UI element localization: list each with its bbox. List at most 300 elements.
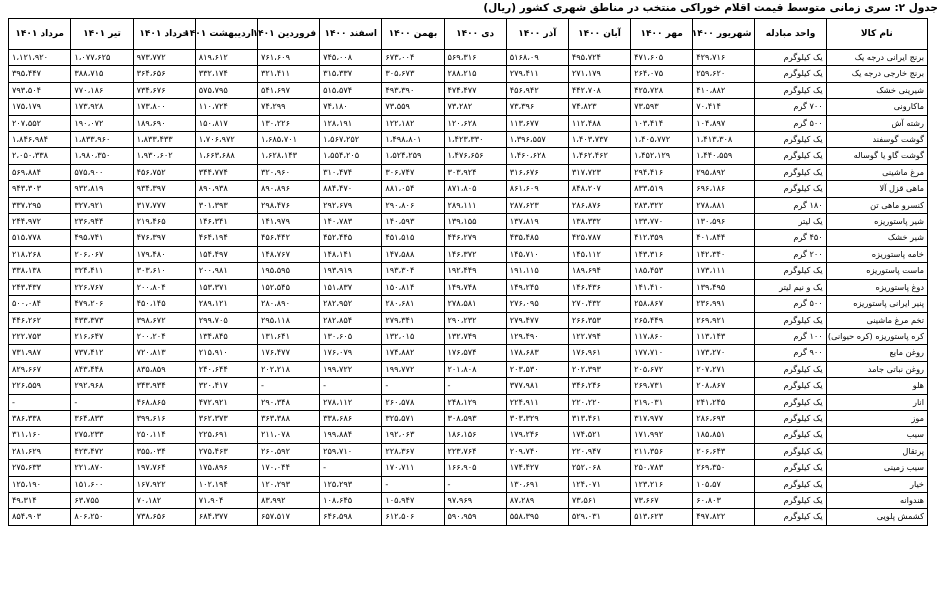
table-row <box>9 132 928 148</box>
price-cell: ۳۲۰،۴۱۷ <box>195 378 257 394</box>
price-cell: ۷۴،۸۲۳ <box>568 99 630 115</box>
item-name-cell: هلو <box>826 378 927 394</box>
unit-cell: یک کیلوگرم <box>755 509 826 525</box>
price-cell: ۵۱۵،۷۷۸ <box>9 230 71 246</box>
price-cell: ۱۴۸،۱۴۱ <box>320 246 382 262</box>
price-cell: ۱۲۰،۲۹۳ <box>257 476 319 492</box>
price-cell: ۲۱۵،۹۱۰ <box>195 345 257 361</box>
price-cell: - <box>9 394 71 410</box>
price-cell: ۲۷۸،۸۸۱ <box>693 197 755 213</box>
price-cell: ۱۰۳،۴۱۴ <box>631 115 693 131</box>
price-cell: ۱۴۶،۳۷۲ <box>444 246 506 262</box>
price-cell: ۳۱۷،۷۲۳ <box>568 164 630 180</box>
price-cell: ۲۰۱،۸۰۸ <box>444 361 506 377</box>
table-row <box>9 50 928 66</box>
price-cell: ۱۷۴،۸۸۲ <box>382 345 444 361</box>
price-cell: - <box>444 476 506 492</box>
price-cell: ۱۲۵،۱۹۰ <box>9 476 71 492</box>
price-cell: ۲۸۲،۸۵۴ <box>320 312 382 328</box>
price-cell: ۱،۴۹۸،۸۰۱ <box>382 132 444 148</box>
price-cell: ۲۶۰،۵۹۲ <box>257 443 319 459</box>
price-cell: ۳۸۸،۷۱۵ <box>71 66 133 82</box>
price-cell: ۴۶۸،۸۶۵ <box>133 394 195 410</box>
price-cell: ۱۹۷،۷۶۴ <box>133 460 195 476</box>
price-cell: ۲۲۲،۷۵۳ <box>9 328 71 344</box>
price-cell: ۱،۸۳۳،۹۶۰ <box>71 132 133 148</box>
price-cell: ۱۷۳،۹۲۸ <box>71 99 133 115</box>
item-name-cell: شیر خشک <box>826 230 927 246</box>
price-cell: ۱۷۳،۱۱۱ <box>693 263 755 279</box>
table-row <box>9 509 928 525</box>
table-row <box>9 296 928 312</box>
price-cell: ۲۲۰،۲۲۰ <box>568 394 630 410</box>
price-cell: ۱۵۰،۸۱۷ <box>195 115 257 131</box>
header-row <box>9 19 928 50</box>
price-cell: ۷۱،۹۰۴ <box>195 492 257 508</box>
price-cell: ۳۶۴،۸۳۳ <box>71 410 133 426</box>
price-cell: ۸۴۳،۴۴۸ <box>71 361 133 377</box>
price-cell: ۱۷۳،۲۷۰ <box>693 345 755 361</box>
table-row <box>9 115 928 131</box>
column-header: بهمن ۱۴۰۰ <box>382 19 444 50</box>
item-name-cell: ماست پاستوریزه <box>826 263 927 279</box>
price-cell: ۱۹۹،۷۲۲ <box>320 361 382 377</box>
price-cell: ۱۰۲،۱۹۴ <box>195 476 257 492</box>
price-cell: ۲۷۵،۴۶۳ <box>195 443 257 459</box>
price-cell: ۷۳،۵۶۱ <box>568 492 630 508</box>
price-cell: ۷۴،۲۹۹ <box>257 99 319 115</box>
price-cell: - <box>444 378 506 394</box>
item-name-cell: سیب زمینی <box>826 460 927 476</box>
price-cell: ۱۴۶،۴۳۶ <box>568 279 630 295</box>
price-cell: ۴۹۵،۷۴۱ <box>71 230 133 246</box>
price-cell: ۱۵۱،۸۳۷ <box>320 279 382 295</box>
unit-cell: یک کیلوگرم <box>755 427 826 443</box>
price-cell: ۳۳۷،۲۹۵ <box>9 197 71 213</box>
price-cell: ۲۵۸،۸۶۷ <box>631 296 693 312</box>
price-cell: ۲۸۰،۶۸۱ <box>382 296 444 312</box>
column-header: آذر ۱۴۰۰ <box>506 19 568 50</box>
price-cell: ۱۰۸،۶۴۵ <box>320 492 382 508</box>
price-cell: ۵۱۵،۵۷۴ <box>320 82 382 98</box>
item-name-cell: ماهی قزل آلا <box>826 181 927 197</box>
price-cell: ۳۲۰،۹۶۰ <box>257 164 319 180</box>
price-cell: ۱۶۶،۹۰۵ <box>444 460 506 476</box>
price-cell: ۵۶۹،۳۱۶ <box>444 50 506 66</box>
price-cell: ۱۵۴،۴۹۷ <box>195 246 257 262</box>
price-cell: ۳۱۱،۱۶۰ <box>9 427 71 443</box>
price-cell: ۱،۹۳۰،۶۰۲ <box>133 148 195 164</box>
price-cell: ۴۵۲،۴۴۵ <box>320 230 382 246</box>
price-cell: ۵۱۳،۶۲۳ <box>631 509 693 525</box>
price-cell: ۳۹۸،۶۷۲ <box>133 312 195 328</box>
table-row <box>9 443 928 459</box>
price-cell: ۱۹۵،۵۹۵ <box>257 263 319 279</box>
price-cell: ۱۷۶،۴۷۷ <box>257 345 319 361</box>
price-cell: ۴۰۱،۸۴۴ <box>693 230 755 246</box>
price-cell: ۲۶۹،۳۵۰ <box>693 460 755 476</box>
table-row <box>9 197 928 213</box>
price-cell: ۲۶۵،۴۴۹ <box>631 312 693 328</box>
price-cell: ۳۰۳،۳۲۹ <box>506 410 568 426</box>
item-name-cell: سیب <box>826 427 927 443</box>
unit-cell: یک کیلوگرم <box>755 66 826 82</box>
price-cell: ۷۳،۵۹۳ <box>631 99 693 115</box>
price-cell: ۱۸۶،۱۵۶ <box>444 427 506 443</box>
column-header: نام کالا <box>826 19 927 50</box>
table-row <box>9 492 928 508</box>
table-row <box>9 394 928 410</box>
price-cell: ۴۵۱،۵۱۵ <box>382 230 444 246</box>
price-cell: ۱،۴۲۳،۳۳۰ <box>444 132 506 148</box>
price-cell: ۱۱۲،۴۸۸ <box>568 115 630 131</box>
price-cell: ۱،۷۰۶،۹۷۲ <box>195 132 257 148</box>
price-cell: ۸۳،۹۹۲ <box>257 492 319 508</box>
item-name-cell: کره پاستوریزه (کره حیوانی) <box>826 328 927 344</box>
price-cell: ۳۴۶،۲۴۶ <box>568 378 630 394</box>
unit-cell: ۷۰۰ گرم <box>755 99 826 115</box>
price-cell: ۲۷۵،۶۳۳ <box>9 460 71 476</box>
price-cell: ۱۴۸،۷۶۷ <box>257 246 319 262</box>
unit-cell: یک کیلوگرم <box>755 148 826 164</box>
unit-cell: یک کیلوگرم <box>755 476 826 492</box>
price-cell: - <box>71 394 133 410</box>
price-cell: ۲۲۴،۹۱۱ <box>506 394 568 410</box>
price-cell: ۵۰۰،۰۸۴ <box>9 296 71 312</box>
price-cell: ۶۵۷،۵۱۷ <box>257 509 319 525</box>
price-cell: ۸۲۹،۶۶۷ <box>9 361 71 377</box>
item-name-cell: شیر پاستوریزه <box>826 214 927 230</box>
item-name-cell: برنج ایرانی درجه یک <box>826 50 927 66</box>
price-cell: ۱۴۱،۹۷۹ <box>257 214 319 230</box>
price-cell: ۱۲۵،۲۹۳ <box>320 476 382 492</box>
price-cell: ۱۷۶،۵۷۴ <box>444 345 506 361</box>
price-cell: ۱۳۰،۶۰۵ <box>320 328 382 344</box>
price-cell: ۲۹۹،۷۰۵ <box>195 312 257 328</box>
price-cell: ۳۱۶،۶۷۶ <box>506 164 568 180</box>
unit-cell: ۵۰۰ گرم <box>755 296 826 312</box>
price-cell: ۲۱۱،۰۷۸ <box>257 427 319 443</box>
price-cell: ۴۳۵،۴۸۵ <box>506 230 568 246</box>
unit-cell: یک کیلوگرم <box>755 312 826 328</box>
price-cell: ۲،۰۵۰،۳۳۸ <box>9 148 71 164</box>
item-name-cell: خیار <box>826 476 927 492</box>
price-cell: ۲۰۹،۷۴۰ <box>506 443 568 459</box>
price-cell: ۸۶۱،۶۰۹ <box>506 181 568 197</box>
price-cell: ۱۷۶،۰۷۹ <box>320 345 382 361</box>
unit-cell: ۱۸۰ گرم <box>755 197 826 213</box>
price-cell: ۱۹۱،۱۱۵ <box>506 263 568 279</box>
unit-cell: ۴۵۰ گرم <box>755 230 826 246</box>
table-row <box>9 476 928 492</box>
price-cell: ۵۷۵،۷۹۵ <box>195 82 257 98</box>
price-cell: ۲۲۳،۷۶۴ <box>444 443 506 459</box>
price-cell: ۲۴۰،۶۴۴ <box>195 361 257 377</box>
item-name-cell: تخم مرغ ماشینی <box>826 312 927 328</box>
price-cell: ۲۷۸،۵۸۱ <box>444 296 506 312</box>
price-cell: ۱۷۴،۵۲۱ <box>568 427 630 443</box>
price-cell: ۳۴۳،۹۳۴ <box>133 378 195 394</box>
price-cell: ۲۷۹،۴۱۱ <box>506 66 568 82</box>
price-cell: ۱۷۹،۴۸۰ <box>133 246 195 262</box>
price-cell: ۱۳۹،۴۹۵ <box>693 279 755 295</box>
price-cell: ۲۶۶،۳۵۳ <box>568 312 630 328</box>
price-cell: - <box>382 476 444 492</box>
unit-cell: یک کیلوگرم <box>755 492 826 508</box>
price-cell: ۱۳۰،۵۹۶ <box>693 214 755 230</box>
price-cell: ۶۸۴،۳۷۷ <box>195 509 257 525</box>
price-cell: ۱۴۳،۳۱۶ <box>631 246 693 262</box>
price-cell: ۳۸۶،۳۳۸ <box>9 410 71 426</box>
price-cell: ۱۸۵،۸۵۱ <box>693 427 755 443</box>
price-cell: ۲۹۴،۴۱۶ <box>631 164 693 180</box>
price-cell: ۱،۱۲۱،۹۲۰ <box>9 50 71 66</box>
item-name-cell: مرغ ماشینی <box>826 164 927 180</box>
price-cell: ۲۰۵،۶۷۲ <box>631 361 693 377</box>
item-name-cell: برنج خارجی درجه یک <box>826 66 927 82</box>
price-cell: ۴۵۶،۷۵۲ <box>133 164 195 180</box>
price-cell: ۲۲۱،۸۷۰ <box>71 460 133 476</box>
price-cell: ۲۹۰،۸۰۶ <box>382 197 444 213</box>
table-row <box>9 328 928 344</box>
price-cell: ۷۳۷،۴۱۲ <box>71 345 133 361</box>
price-cell: ۶۰،۸۰۳ <box>693 492 755 508</box>
price-cell: ۳۰۸،۵۹۳ <box>444 410 506 426</box>
price-cell: ۱۹۹،۷۷۲ <box>382 361 444 377</box>
price-cell: ۱،۸۳۳،۴۳۳ <box>133 132 195 148</box>
price-cell: ۱۵۳،۳۷۱ <box>195 279 257 295</box>
table-row <box>9 82 928 98</box>
price-cell: ۲۳۶،۹۹۱ <box>693 296 755 312</box>
item-name-cell: کنسرو ماهی تن <box>826 197 927 213</box>
price-cell: ۲۸۶،۶۹۳ <box>693 410 755 426</box>
price-cell: ۱۸۹،۶۹۰ <box>133 115 195 131</box>
unit-cell: ۹۰۰ گرم <box>755 345 826 361</box>
price-cell: ۱،۴۷۶،۶۵۶ <box>444 148 506 164</box>
price-cell: ۲۲۶،۵۵۹ <box>9 378 71 394</box>
price-cell: ۲۵۹،۷۱۰ <box>320 443 382 459</box>
price-cell: ۳۳۲،۱۷۴ <box>195 66 257 82</box>
price-cell: ۲۷۶،۰۹۵ <box>506 296 568 312</box>
price-cell: ۲۲۸،۳۶۷ <box>382 443 444 459</box>
price-cell: ۲۰۰،۸۰۴ <box>133 279 195 295</box>
price-cell: ۱۷۹،۲۴۶ <box>506 427 568 443</box>
price-cell: ۳۰۳،۹۲۴ <box>444 164 506 180</box>
price-cell: ۲۰۲،۳۹۳ <box>568 361 630 377</box>
price-cell: ۲۹۰،۳۴۸ <box>257 394 319 410</box>
price-cell: ۱۶۷،۹۲۲ <box>133 476 195 492</box>
price-cell: ۲۰۶،۰۶۷ <box>71 246 133 262</box>
price-cell: ۹۷۳،۷۷۲ <box>133 50 195 66</box>
price-cell: ۱،۴۵۲،۱۲۹ <box>631 148 693 164</box>
price-cell: ۳۶۳،۳۸۸ <box>257 410 319 426</box>
price-cell: ۱،۴۱۳،۳۰۸ <box>693 132 755 148</box>
price-cell: ۱۲۰،۶۲۸ <box>444 115 506 131</box>
table-row <box>9 148 928 164</box>
price-cell: ۲۸۷،۶۲۳ <box>506 197 568 213</box>
price-cell: ۶۴۶،۵۹۸ <box>320 509 382 525</box>
table-row <box>9 99 928 115</box>
unit-cell: یک کیلوگرم <box>755 394 826 410</box>
price-cell: ۱،۹۸۰،۳۵۰ <box>71 148 133 164</box>
item-name-cell: پنیر ایرانی پاستوریزه <box>826 296 927 312</box>
column-header: فروردین ۱۴۰۱ <box>257 19 319 50</box>
price-cell: ۱۲۲،۱۸۲ <box>382 115 444 131</box>
table-row <box>9 164 928 180</box>
price-cell: ۲۷۹،۴۷۷ <box>506 312 568 328</box>
price-cell: ۱۲۳،۲۱۶ <box>631 476 693 492</box>
price-cell: ۷۳،۳۹۶ <box>506 99 568 115</box>
price-cell: ۴۴۶،۲۶۲ <box>9 312 71 328</box>
price-cell: ۸۱۹،۶۱۲ <box>195 50 257 66</box>
price-cell: ۵۶۹،۸۸۴ <box>9 164 71 180</box>
item-name-cell: پرتقال <box>826 443 927 459</box>
price-cell: ۲۷۸،۱۱۲ <box>320 394 382 410</box>
table-row <box>9 279 928 295</box>
table-row <box>9 378 928 394</box>
price-cell: ۸۵۴،۹۰۳ <box>9 509 71 525</box>
price-cell: ۱،۰۷۷،۶۲۵ <box>71 50 133 66</box>
price-cell: ۴۲۵،۷۸۷ <box>568 230 630 246</box>
price-cell: ۲۵۰،۱۱۴ <box>133 427 195 443</box>
price-cell: ۹۳۴،۳۹۷ <box>133 181 195 197</box>
price-cell: ۴۴۶،۲۷۹ <box>444 230 506 246</box>
price-cell: ۳۱۷،۹۷۷ <box>631 410 693 426</box>
price-cell: ۸۴۸،۲۰۷ <box>568 181 630 197</box>
price-cell: ۱۹۰،۰۷۲ <box>71 115 133 131</box>
unit-cell: یک لیتر <box>755 214 826 230</box>
price-cell: ۱۳۰،۶۹۱ <box>506 476 568 492</box>
table-row <box>9 312 928 328</box>
price-cell: ۳۶۲،۳۷۳ <box>195 410 257 426</box>
price-cell: ۱۹۹،۸۸۴ <box>320 427 382 443</box>
table-row <box>9 214 928 230</box>
price-cell: ۲۰۷،۵۵۲ <box>9 115 71 131</box>
price-cell: ۲۰۶،۶۴۳ <box>693 443 755 459</box>
price-cell: ۳۹۹،۶۱۶ <box>133 410 195 426</box>
price-cell: ۱۴۷،۵۸۸ <box>382 246 444 262</box>
price-cell: ۱۴۰،۷۸۳ <box>320 214 382 230</box>
price-cell: ۴۲۹،۷۱۶ <box>693 50 755 66</box>
price-cell: ۲۹۲،۶۷۹ <box>320 197 382 213</box>
price-cell: ۶۱۲،۵۰۶ <box>382 509 444 525</box>
price-cell: ۷۶۱،۶۰۹ <box>257 50 319 66</box>
price-cell: ۳۱۳،۴۶۱ <box>568 410 630 426</box>
price-cell: ۱۲۹،۴۹۰ <box>506 328 568 344</box>
price-cell: ۲۸۳،۳۲۲ <box>631 197 693 213</box>
price-cell: ۶۹۶،۱۸۶ <box>693 181 755 197</box>
price-cell: ۲۵۰،۷۸۳ <box>631 460 693 476</box>
price-cell: ۵۴۱،۶۹۷ <box>257 82 319 98</box>
price-cell: ۴۹۵،۷۲۴ <box>568 50 630 66</box>
price-cell: ۱۳۳،۷۷۰ <box>631 214 693 230</box>
price-cell: ۱،۶۲۸،۱۴۳ <box>257 148 319 164</box>
price-cell: ۱،۵۶۷،۲۵۲ <box>320 132 382 148</box>
price-cell: ۸۳۳،۵۱۹ <box>631 181 693 197</box>
price-cell: ۲۰۰،۲۰۴ <box>133 328 195 344</box>
price-cell: ۸۰۶،۲۵۰ <box>71 509 133 525</box>
price-cell: ۷۴۵،۰۰۸ <box>320 50 382 66</box>
price-cell: ۱،۵۲۴،۲۵۹ <box>382 148 444 164</box>
price-cell: ۲۵۲،۰۶۸ <box>568 460 630 476</box>
price-cell: ۱۰۴،۸۹۷ <box>693 115 755 131</box>
unit-cell: یک کیلوگرم <box>755 443 826 459</box>
price-cell: ۲۱۱،۳۵۶ <box>631 443 693 459</box>
item-name-cell: دوغ پاستوریزه <box>826 279 927 295</box>
price-cell: ۷۳۱،۹۸۷ <box>9 345 71 361</box>
unit-cell: یک کیلوگرم <box>755 263 826 279</box>
column-header: شهریور ۱۴۰۰ <box>693 19 755 50</box>
column-header: مرداد ۱۴۰۱ <box>9 19 71 50</box>
table-row <box>9 246 928 262</box>
price-cell: ۲۸۶،۸۷۶ <box>568 197 630 213</box>
price-cell: ۱۱۰،۷۲۴ <box>195 99 257 115</box>
price-cell: ۱،۴۰۵،۷۷۲ <box>631 132 693 148</box>
price-cell: ۳۱۷،۷۷۷ <box>133 197 195 213</box>
price-cell: ۱۵۱،۶۰۰ <box>71 476 133 492</box>
price-cell: ۳۱۵،۳۳۷ <box>320 66 382 82</box>
price-cell: ۸۳۵،۸۵۹ <box>133 361 195 377</box>
price-cell: ۱۷۸،۶۸۳ <box>506 345 568 361</box>
price-cell: ۳۱۰،۴۷۴ <box>320 164 382 180</box>
column-header: خرداد ۱۴۰۱ <box>133 19 195 50</box>
price-cell: ۱۷۱،۹۹۲ <box>631 427 693 443</box>
unit-cell: یک کیلوگرم <box>755 378 826 394</box>
price-cell: ۲۶۹،۷۳۱ <box>631 378 693 394</box>
price-cell: ۲۱۹،۴۶۵ <box>133 214 195 230</box>
price-cell: ۱۳۲،۷۴۹ <box>444 328 506 344</box>
item-name-cell: گوشت گوسفند <box>826 132 927 148</box>
price-cell: ۴۱۲،۳۵۹ <box>631 230 693 246</box>
price-cell: ۲۲۵،۶۹۱ <box>195 427 257 443</box>
price-cell: ۳۲۴،۴۱۱ <box>71 263 133 279</box>
price-cell: ۷۴،۱۸۰ <box>320 99 382 115</box>
price-cell: ۲۸۹،۱۱۱ <box>444 197 506 213</box>
price-cell: ۴۵۰،۱۴۵ <box>133 296 195 312</box>
price-cell: ۱۳۰،۲۲۶ <box>257 115 319 131</box>
price-cell: ۱۸۹،۶۹۴ <box>568 263 630 279</box>
column-header: آبان ۱۴۰۰ <box>568 19 630 50</box>
item-name-cell: ماکارونی <box>826 99 927 115</box>
price-cell: ۲۴۳،۴۳۷ <box>9 279 71 295</box>
price-cell: ۱۸۵،۴۵۳ <box>631 263 693 279</box>
price-cell: ۸۹۰،۸۹۶ <box>257 181 319 197</box>
price-cell: ۱،۴۰۳،۷۳۷ <box>568 132 630 148</box>
price-cell: ۱۱۷،۸۶۰ <box>631 328 693 344</box>
price-cell: ۴۷۴،۴۷۷ <box>444 82 506 98</box>
price-cell: ۸۷۱،۸۰۵ <box>444 181 506 197</box>
price-cell: ۳۲۵،۵۷۱ <box>382 410 444 426</box>
table-row <box>9 427 928 443</box>
price-cell: ۳۰۵،۶۷۳ <box>382 66 444 82</box>
price-cell: ۱،۵۵۴،۲۰۵ <box>320 148 382 164</box>
price-cell: - <box>320 378 382 394</box>
price-cell: ۱۵۰،۸۱۴ <box>382 279 444 295</box>
unit-cell: ۱۰۰ گرم <box>755 328 826 344</box>
price-cell: ۷۷۰،۱۸۶ <box>71 82 133 98</box>
price-cell: ۲۳۶،۹۴۴ <box>71 214 133 230</box>
unit-cell: یک و نیم لیتر <box>755 279 826 295</box>
price-cell: ۷۳،۲۸۲ <box>444 99 506 115</box>
price-cell: ۷۰،۴۱۴ <box>693 99 755 115</box>
table-row <box>9 460 928 476</box>
unit-cell: یک کیلوگرم <box>755 361 826 377</box>
price-cell: - <box>257 378 319 394</box>
price-cell: ۱۲۸،۱۹۱ <box>320 115 382 131</box>
price-cell: ۱۹۳،۹۱۹ <box>320 263 382 279</box>
table-row <box>9 66 928 82</box>
price-cell: ۳۴۴،۷۷۴ <box>195 164 257 180</box>
